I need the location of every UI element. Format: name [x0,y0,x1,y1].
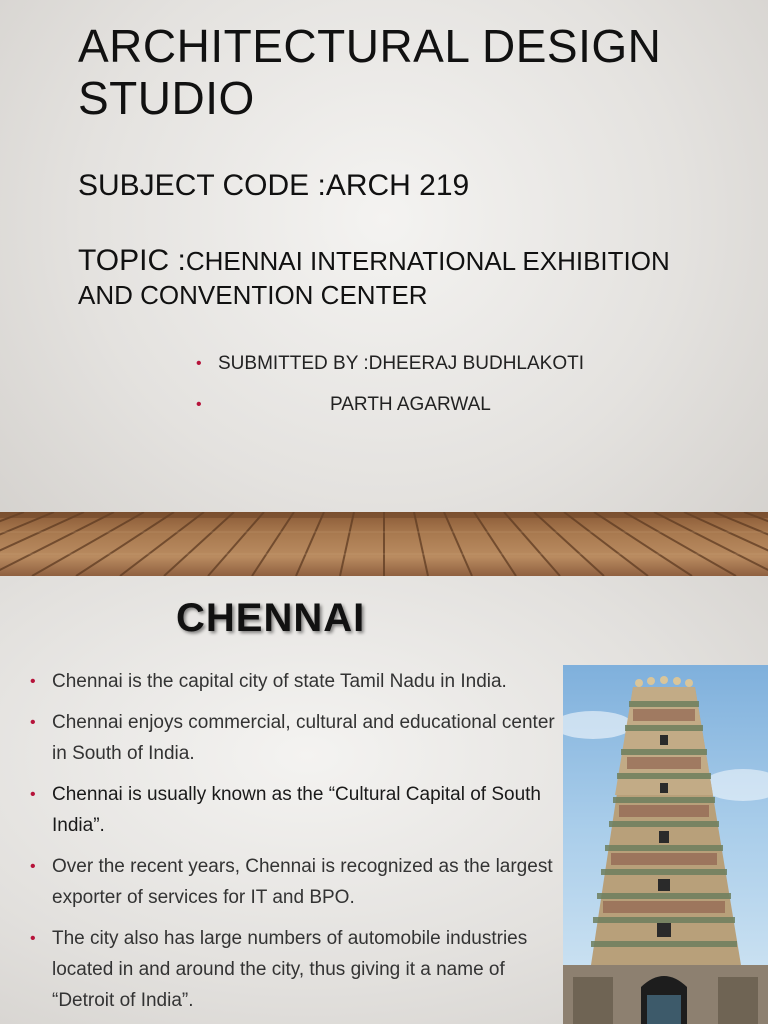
submitter-1: SUBMITTED BY :DHEERAJ BUDHLAKOTI [218,353,584,374]
temple-gopuram-photo [563,665,768,1024]
wood-plank-pattern [0,512,768,576]
fact-text: The city also has large numbers of automobile industries located in and around the city, thus giving it a name of “Detroit of India”. [52,928,528,1011]
bullet-icon: • [196,355,202,372]
topic [78,244,758,310]
fact-text: Chennai enjoys commercial, cultural and educational center in South of India. [52,712,555,764]
wooden-floor [0,512,768,576]
slide-title: CHENNAI [176,596,366,640]
fact-text: Over the recent years, Chennai is recognized as the largest exporter of services for IT and BPO. [52,856,553,908]
bullet-icon: • [30,858,36,875]
bullet-icon: • [30,930,36,947]
list-item [30,707,560,769]
chennai-slide [0,576,768,1024]
list-item [30,666,560,697]
title-line-2: STUDIO [78,72,255,124]
temple-icon [563,665,768,1024]
subject-code: SUBJECT CODE :ARCH 219 [78,169,470,202]
list-item [30,923,560,1016]
topic-line-1: CHENNAI INTERNATIONAL EXHIBITION [185,246,670,276]
bullet-icon: • [30,786,36,803]
fact-text: Chennai is the capital city of state Tamil Nadu in India. [52,671,507,692]
list-item [30,851,560,913]
topic-label: TOPIC : [78,244,186,277]
bullet-icon: • [30,714,36,731]
fact-text: Chennai is usually known as the “Cultural Capital of South India”. [52,784,541,836]
list-item [30,779,560,841]
presentation-title [78,20,738,124]
submitter-2: PARTH AGARWAL [330,394,491,415]
topic-line-2: AND CONVENTION CENTER [78,280,428,310]
title-line-1: ARCHITECTURAL DESIGN [78,20,662,72]
bullet-icon: • [30,673,36,690]
chennai-facts-list [30,666,560,1024]
bullet-icon: • [196,396,202,413]
